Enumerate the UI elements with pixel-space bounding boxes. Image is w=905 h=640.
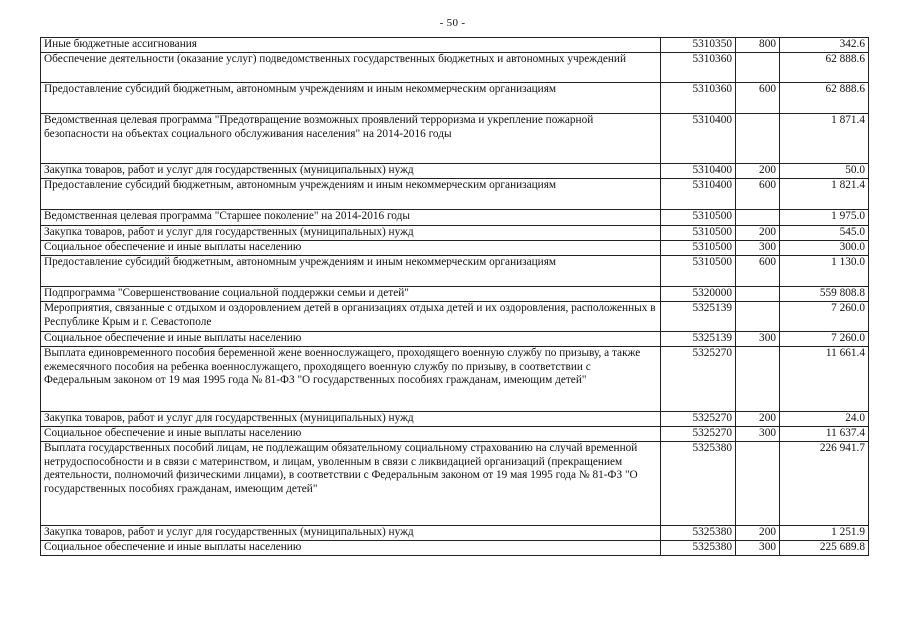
- row-type-cell: 300: [736, 541, 780, 556]
- row-name-cell: Ведомственная целевая программа "Старшее поколение" на 2014-2016 годы: [41, 210, 661, 226]
- row-name-cell: Предоставление субсидий бюджетным, автономным учреждениям и иным некоммерческим организациям: [41, 179, 661, 210]
- budget-table-body: [41, 38, 869, 556]
- row-code-cell: 5310400: [661, 114, 736, 164]
- row-amount-cell: 1 871.4: [780, 114, 869, 164]
- table-row: [41, 302, 869, 332]
- row-code-cell: 5310500: [661, 226, 736, 241]
- row-code-cell: 5310360: [661, 53, 736, 83]
- row-amount-cell: 50.0: [780, 164, 869, 179]
- row-name-cell: Закупка товаров, работ и услуг для государственных (муниципальных) нужд: [41, 412, 661, 427]
- table-row: [41, 114, 869, 164]
- row-code-cell: 5325380: [661, 442, 736, 526]
- table-row: [41, 241, 869, 256]
- row-type-cell: [736, 442, 780, 526]
- table-row: [41, 442, 869, 526]
- row-amount-cell: 62 888.6: [780, 53, 869, 83]
- row-name-cell: Иные бюджетные ассигнования: [41, 38, 661, 53]
- row-name-cell: Закупка товаров, работ и услуг для государственных (муниципальных) нужд: [41, 526, 661, 541]
- row-name-cell: Социальное обеспечение и иные выплаты населению: [41, 332, 661, 347]
- row-code-cell: 5325270: [661, 412, 736, 427]
- row-type-cell: 600: [736, 83, 780, 114]
- table-row: [41, 83, 869, 114]
- row-name-cell: Подпрограмма "Совершенствование социальной поддержки семьи и детей": [41, 287, 661, 302]
- table-row: [41, 53, 869, 83]
- row-type-cell: [736, 347, 780, 412]
- row-type-cell: [736, 302, 780, 332]
- row-amount-cell: 1 130.0: [780, 256, 869, 287]
- row-amount-cell: 11 637.4: [780, 427, 869, 442]
- row-code-cell: 5320000: [661, 287, 736, 302]
- row-amount-cell: 1 975.0: [780, 210, 869, 226]
- row-name-cell: Закупка товаров, работ и услуг для государственных (муниципальных) нужд: [41, 226, 661, 241]
- row-code-cell: 5325139: [661, 302, 736, 332]
- table-row: [41, 412, 869, 427]
- row-type-cell: 300: [736, 332, 780, 347]
- row-amount-cell: 7 260.0: [780, 332, 869, 347]
- row-type-cell: [736, 287, 780, 302]
- row-type-cell: 800: [736, 38, 780, 53]
- row-name-cell: Закупка товаров, работ и услуг для государственных (муниципальных) нужд: [41, 164, 661, 179]
- row-amount-cell: 11 661.4: [780, 347, 869, 412]
- row-amount-cell: 225 689.8: [780, 541, 869, 556]
- row-name-cell: Выплата государственных пособий лицам, не подлежащим обязательному социальному страхованию на случай временной нетрудоспособности и в связи с материнством, и лицам, уволенным в связи с ликвидацией организаций (прекращением деятельности, полномочий физическими лицами), в соответствии с Федеральным законом от 19 мая 1995 года № 81-ФЗ "О государственных пособиях гражданам, имеющим детей": [41, 442, 661, 526]
- table-row: [41, 287, 869, 302]
- row-code-cell: 5310400: [661, 164, 736, 179]
- page-number: - 50 -: [439, 17, 466, 29]
- row-name-cell: Мероприятия, связанные с отдыхом и оздоровлением детей в организациях отдыха детей и их оздоровления, расположенных в Республике Крым и г. Севастополе: [41, 302, 661, 332]
- row-amount-cell: 1 821.4: [780, 179, 869, 210]
- row-code-cell: 5310360: [661, 83, 736, 114]
- row-code-cell: 5310500: [661, 210, 736, 226]
- row-name-cell: Обеспечение деятельности (оказание услуг) подведомственных государственных бюджетных и автономных учреждений: [41, 53, 661, 83]
- row-type-cell: [736, 210, 780, 226]
- row-code-cell: 5310500: [661, 241, 736, 256]
- row-name-cell: Предоставление субсидий бюджетным, автономным учреждениям и иным некоммерческим организациям: [41, 256, 661, 287]
- row-amount-cell: 24.0: [780, 412, 869, 427]
- row-code-cell: 5325380: [661, 541, 736, 556]
- row-type-cell: [736, 114, 780, 164]
- row-name-cell: Социальное обеспечение и иные выплаты населению: [41, 427, 661, 442]
- table-row: [41, 226, 869, 241]
- table-row: [41, 179, 869, 210]
- table-row: [41, 164, 869, 179]
- row-code-cell: 5325139: [661, 332, 736, 347]
- row-name-cell: Ведомственная целевая программа "Предотвращение возможных проявлений терроризма и укрепление пожарной безопасности на объектах социального обслуживания населения" на 2014-2016 годы: [41, 114, 661, 164]
- table-row: [41, 38, 869, 53]
- row-type-cell: 200: [736, 226, 780, 241]
- row-amount-cell: 300.0: [780, 241, 869, 256]
- row-code-cell: 5325270: [661, 427, 736, 442]
- table-row: [41, 332, 869, 347]
- row-amount-cell: 226 941.7: [780, 442, 869, 526]
- table-row: [41, 210, 869, 226]
- table-row: [41, 427, 869, 442]
- row-amount-cell: 559 808.8: [780, 287, 869, 302]
- row-name-cell: Социальное обеспечение и иные выплаты населению: [41, 241, 661, 256]
- row-code-cell: 5310400: [661, 179, 736, 210]
- row-type-cell: [736, 53, 780, 83]
- row-code-cell: 5310350: [661, 38, 736, 53]
- row-type-cell: 200: [736, 164, 780, 179]
- row-type-cell: 300: [736, 427, 780, 442]
- row-type-cell: 200: [736, 412, 780, 427]
- row-type-cell: 300: [736, 241, 780, 256]
- row-amount-cell: 1 251.9: [780, 526, 869, 541]
- row-name-cell: Предоставление субсидий бюджетным, автономным учреждениям и иным некоммерческим организациям: [41, 83, 661, 114]
- budget-table: [40, 37, 869, 556]
- row-amount-cell: 7 260.0: [780, 302, 869, 332]
- row-code-cell: 5325380: [661, 526, 736, 541]
- row-code-cell: 5325270: [661, 347, 736, 412]
- row-type-cell: 600: [736, 179, 780, 210]
- row-amount-cell: 545.0: [780, 226, 869, 241]
- row-name-cell: Выплата единовременного пособия беременной жене военнослужащего, проходящего военную службу по призыву, а также ежемесячного пособия на ребенка военнослужащего, проходящего военную службу по призыву, в соответствии с Федеральным законом от 19 мая 1995 года № 81-ФЗ "О государственных пособиях гражданам, имеющим детей": [41, 347, 661, 412]
- row-type-cell: 600: [736, 256, 780, 287]
- row-code-cell: 5310500: [661, 256, 736, 287]
- row-amount-cell: 62 888.6: [780, 83, 869, 114]
- row-name-cell: Социальное обеспечение и иные выплаты населению: [41, 541, 661, 556]
- table-row: [41, 256, 869, 287]
- row-amount-cell: 342.6: [780, 38, 869, 53]
- table-row: [41, 526, 869, 541]
- table-row: [41, 347, 869, 412]
- table-row: [41, 541, 869, 556]
- row-type-cell: 200: [736, 526, 780, 541]
